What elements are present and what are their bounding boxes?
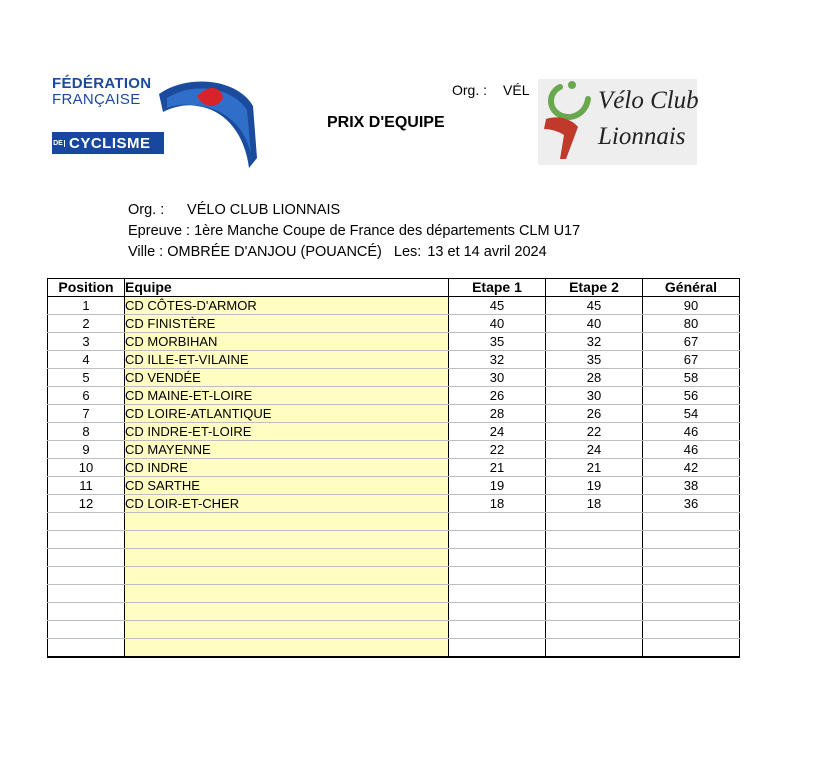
cell-general-empty <box>643 603 740 621</box>
table-row <box>48 441 740 459</box>
cell-etape2: 22 <box>546 423 643 441</box>
info-dates-value: 13 et 14 avril 2024 <box>427 244 547 260</box>
cell-position: 12 <box>48 495 125 513</box>
cell-etape1-empty <box>449 513 546 531</box>
empty-table-row <box>48 567 740 585</box>
ffc-logo-bar <box>52 132 164 154</box>
cell-position-empty <box>48 621 125 639</box>
club-logo-line2: Lionnais <box>598 123 686 150</box>
cell-position: 10 <box>48 459 125 477</box>
ffc-logo-text <box>52 76 162 108</box>
cell-general-empty <box>643 567 740 585</box>
info-epreuve-value: 1ère Manche Coupe de France des départements CLM U17 <box>194 223 581 239</box>
table-row <box>48 477 740 495</box>
info-ville-value: OMBRÉE D'ANJOU (POUANCÉ) <box>167 244 382 260</box>
col-header-etape1: Etape 1 <box>449 279 546 297</box>
cell-equipe-empty <box>125 531 449 549</box>
cell-etape2-empty <box>546 639 643 658</box>
cell-etape2: 21 <box>546 459 643 477</box>
cell-equipe: CD MORBIHAN <box>125 333 449 351</box>
cell-etape1-empty <box>449 585 546 603</box>
cell-position-empty <box>48 585 125 603</box>
cell-etape2: 40 <box>546 315 643 333</box>
table-row <box>48 333 740 351</box>
cell-position: 5 <box>48 369 125 387</box>
cell-etape1: 21 <box>449 459 546 477</box>
table-row <box>48 459 740 477</box>
table-row <box>48 297 740 315</box>
cell-general: 46 <box>643 441 740 459</box>
cell-etape2: 24 <box>546 441 643 459</box>
cell-etape1: 24 <box>449 423 546 441</box>
cell-position-empty <box>48 531 125 549</box>
cell-etape2-empty <box>546 603 643 621</box>
cell-general: 67 <box>643 351 740 369</box>
event-info <box>128 200 580 263</box>
info-epreuve-label: Epreuve : <box>128 223 191 239</box>
cell-general-empty <box>643 531 740 549</box>
results-table-header <box>48 279 740 297</box>
cell-etape1: 32 <box>449 351 546 369</box>
cell-etape1: 28 <box>449 405 546 423</box>
cell-etape1: 19 <box>449 477 546 495</box>
cell-etape1-empty <box>449 549 546 567</box>
cell-position-empty <box>48 513 125 531</box>
cell-etape1: 45 <box>449 297 546 315</box>
cell-equipe: CD INDRE-ET-LOIRE <box>125 423 449 441</box>
ffc-logo <box>52 76 252 172</box>
cell-position: 8 <box>48 423 125 441</box>
cell-general: 36 <box>643 495 740 513</box>
cell-position: 4 <box>48 351 125 369</box>
empty-table-row <box>48 639 740 658</box>
cell-equipe-empty <box>125 621 449 639</box>
cell-general-empty <box>643 549 740 567</box>
cell-equipe: CD CÔTES-D'ARMOR <box>125 297 449 315</box>
info-dates-label: Les: <box>393 244 422 260</box>
cell-equipe: CD MAYENNE <box>125 441 449 459</box>
cell-equipe-empty <box>125 585 449 603</box>
cell-etape1: 30 <box>449 369 546 387</box>
cell-general: 56 <box>643 387 740 405</box>
col-header-position: Position <box>48 279 125 297</box>
empty-table-row <box>48 603 740 621</box>
cell-etape2-empty <box>546 621 643 639</box>
cell-etape2-empty <box>546 531 643 549</box>
header-org <box>452 82 529 98</box>
cell-equipe-empty <box>125 639 449 658</box>
cell-equipe: CD VENDÉE <box>125 369 449 387</box>
cell-general-empty <box>643 513 740 531</box>
ffc-logo-de: DE <box>52 140 65 147</box>
club-logo-line1: Vélo Club <box>598 87 699 114</box>
cell-etape2: 26 <box>546 405 643 423</box>
cell-etape1: 18 <box>449 495 546 513</box>
results-table <box>47 278 740 658</box>
table-row <box>48 369 740 387</box>
cell-equipe-empty <box>125 513 449 531</box>
cell-equipe: CD LOIRE-ATLANTIQUE <box>125 405 449 423</box>
cell-etape1-empty <box>449 621 546 639</box>
cell-etape1-empty <box>449 531 546 549</box>
cell-position-empty <box>48 603 125 621</box>
cell-etape2: 32 <box>546 333 643 351</box>
cell-etape1: 40 <box>449 315 546 333</box>
ffc-logo-line1: FÉDÉRATION <box>52 75 152 92</box>
table-row <box>48 315 740 333</box>
info-ville-label: Ville : <box>128 244 164 260</box>
empty-table-row <box>48 549 740 567</box>
cell-equipe: CD MAINE-ET-LOIRE <box>125 387 449 405</box>
ffc-logo-line3: CYCLISME <box>69 134 151 152</box>
empty-table-row <box>48 585 740 603</box>
info-ville-line <box>128 242 580 263</box>
empty-table-row <box>48 531 740 549</box>
cell-etape1: 22 <box>449 441 546 459</box>
table-row <box>48 387 740 405</box>
empty-table-row <box>48 513 740 531</box>
cell-etape2-empty <box>546 585 643 603</box>
ffc-swoosh-icon <box>157 76 257 172</box>
col-header-general: Général <box>643 279 740 297</box>
cell-position: 6 <box>48 387 125 405</box>
cell-etape1-empty <box>449 567 546 585</box>
cell-etape2-empty <box>546 567 643 585</box>
cell-equipe-empty <box>125 603 449 621</box>
info-org-value: VÉLO CLUB LIONNAIS <box>187 202 341 218</box>
cell-general-empty <box>643 621 740 639</box>
header-org-value: VÉL <box>503 82 530 98</box>
cell-general: 38 <box>643 477 740 495</box>
page-title: PRIX D'EQUIPE <box>327 114 445 131</box>
cell-position-empty <box>48 549 125 567</box>
col-header-equipe: Equipe <box>125 279 449 297</box>
club-logo <box>538 79 697 165</box>
cell-etape2-empty <box>546 549 643 567</box>
ffc-logo-line2: FRANÇAISE <box>52 91 141 108</box>
club-cyclist-icon <box>538 79 598 165</box>
cell-position-empty <box>48 567 125 585</box>
cell-etape2: 35 <box>546 351 643 369</box>
col-header-etape2: Etape 2 <box>546 279 643 297</box>
cell-equipe: CD LOIR-ET-CHER <box>125 495 449 513</box>
table-row <box>48 423 740 441</box>
cell-etape2: 18 <box>546 495 643 513</box>
cell-general: 46 <box>643 423 740 441</box>
cell-general: 42 <box>643 459 740 477</box>
cell-general: 54 <box>643 405 740 423</box>
info-epreuve-line <box>128 221 580 242</box>
table-row <box>48 495 740 513</box>
cell-etape1: 26 <box>449 387 546 405</box>
cell-general: 90 <box>643 297 740 315</box>
cell-equipe: CD FINISTÈRE <box>125 315 449 333</box>
cell-position: 3 <box>48 333 125 351</box>
cell-position: 7 <box>48 405 125 423</box>
cell-etape1: 35 <box>449 333 546 351</box>
cell-etape2: 19 <box>546 477 643 495</box>
cell-position-empty <box>48 639 125 658</box>
table-row <box>48 405 740 423</box>
empty-table-row <box>48 621 740 639</box>
cell-position: 9 <box>48 441 125 459</box>
cell-equipe: CD ILLE-ET-VILAINE <box>125 351 449 369</box>
cell-etape2: 28 <box>546 369 643 387</box>
cell-position: 2 <box>48 315 125 333</box>
cell-etape1-empty <box>449 639 546 658</box>
results-table-body <box>48 297 740 658</box>
cell-etape2: 45 <box>546 297 643 315</box>
cell-equipe-empty <box>125 567 449 585</box>
cell-etape2: 30 <box>546 387 643 405</box>
cell-general-empty <box>643 585 740 603</box>
cell-etape1-empty <box>449 603 546 621</box>
cell-equipe: CD INDRE <box>125 459 449 477</box>
header-row <box>48 279 740 297</box>
cell-general-empty <box>643 639 740 658</box>
cell-equipe-empty <box>125 549 449 567</box>
header-org-label: Org. : <box>452 82 488 98</box>
info-org-label: Org. : <box>128 202 165 218</box>
cell-general: 80 <box>643 315 740 333</box>
info-org-line <box>128 200 580 221</box>
cell-position: 11 <box>48 477 125 495</box>
club-logo-text <box>598 83 699 155</box>
cell-equipe: CD SARTHE <box>125 477 449 495</box>
cell-position: 1 <box>48 297 125 315</box>
cell-general: 58 <box>643 369 740 387</box>
table-row <box>48 351 740 369</box>
cell-etape2-empty <box>546 513 643 531</box>
cell-general: 67 <box>643 333 740 351</box>
